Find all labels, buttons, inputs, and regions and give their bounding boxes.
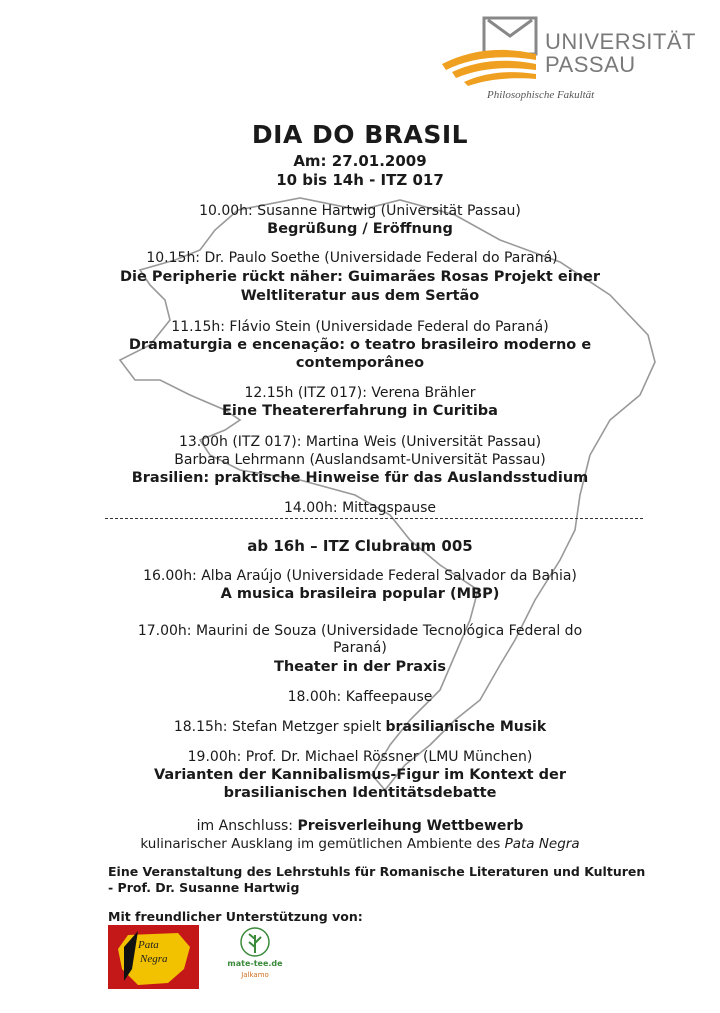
session-5-title: Brasilien: praktische Hinweise für das Auslandsstudium xyxy=(131,470,589,486)
event-time-place: 10 bis 14h - ITZ 017 xyxy=(276,171,444,189)
closing-award: Preisverleihung Wettbewerb xyxy=(297,818,524,834)
mate-tee-subtext: Jalkamo xyxy=(241,971,269,979)
organizer-line-2: - Prof. Dr. Susanne Hartwig xyxy=(108,880,300,895)
faculty-name: Philosophische Fakultät xyxy=(487,89,595,101)
session-3-title-line-2: contemporâneo xyxy=(295,355,425,371)
event-title: DIA DO BRASIL xyxy=(251,120,469,149)
organizer-line-1: Eine Veranstaltung des Lehrstuhls für Romanische Literaturen und Kulturen xyxy=(108,864,646,879)
session-1-speaker: 10.00h: Susanne Hartwig (Universität Passau) xyxy=(199,203,521,219)
session-4-title: Eine Theatererfahrung in Curitiba xyxy=(222,403,498,419)
coffee-break: 18.00h: Kaffeepause xyxy=(287,689,433,705)
university-line-1: UNIVERSITÄT xyxy=(545,29,696,54)
session-9-speaker: 19.00h: Prof. Dr. Michael Rössner (LMU München) xyxy=(187,749,533,765)
session-5-speaker-line-1: 13.00h (ITZ 017): Martina Weis (Universität Passau) xyxy=(178,434,542,450)
session-2-title-line-2: Weltliteratur aus dem Sertão xyxy=(240,288,480,304)
mate-tee-text: mate-tee.de xyxy=(227,959,283,968)
closing-prefix: im Anschluss: xyxy=(196,818,298,834)
pata-negra-text-2: Negra xyxy=(140,953,168,965)
university-line-2: PASSAU xyxy=(545,52,636,77)
leaf-icon xyxy=(225,925,285,959)
session-2-title-line-1: Die Peripherie rückt näher: Guimarães Rosas Projekt einer xyxy=(119,269,600,285)
pata-negra-logo xyxy=(108,925,199,989)
closing-line-1 xyxy=(0,818,720,834)
pata-negra-text-1: Pata xyxy=(138,939,159,951)
session-2-speaker: 10.15h: Dr. Paulo Soethe (Universidade Federal do Paraná) xyxy=(146,250,558,266)
event-date: Am: 27.01.2009 xyxy=(293,152,427,170)
session-8-speaker: 18.15h: Stefan Metzger spielt xyxy=(173,719,386,735)
session-4-speaker: 12.15h (ITZ 017): Verena Brähler xyxy=(244,385,476,401)
closing-dinner: kulinarischer Ausklang im gemütlichen Ambiente des xyxy=(140,836,505,852)
lunch-break: 14.00h: Mittagspause xyxy=(283,500,437,516)
closing-line-2 xyxy=(0,836,720,852)
session-5-speaker-line-2: Barbara Lehrmann (Auslandsamt-Universität Passau) xyxy=(174,452,546,468)
session-3-title-line-1: Dramaturgia e encenação: o teatro brasileiro moderno e xyxy=(128,337,592,353)
session-9-title-line-1: Varianten der Kannibalismus-Figur im Kontext der xyxy=(153,767,567,783)
session-3-speaker: 11.15h: Flávio Stein (Universidade Federal do Paraná) xyxy=(171,319,549,335)
session-6-speaker: 16.00h: Alba Araújo (Universidade Federal Salvador da Bahia) xyxy=(143,568,577,584)
session-7-speaker-line-2: Paraná) xyxy=(333,640,387,656)
university-name xyxy=(545,30,696,76)
mate-tee-logo xyxy=(225,925,285,987)
session-9-title-line-2: brasilianischen Identitätsdebatte xyxy=(223,785,497,801)
session-7-speaker-line-1: 17.00h: Maurini de Souza (Universidade Tecnológica Federal do xyxy=(137,623,583,639)
session-6-title: A musica brasileira popular (MBP) xyxy=(220,586,500,602)
support-label: Mit freundlicher Unterstützung von: xyxy=(108,909,363,924)
section-divider xyxy=(105,518,643,519)
session-1-title: Begrüßung / Eröffnung xyxy=(267,221,453,237)
session-8-title: brasilianische Musik xyxy=(385,719,547,735)
afternoon-header: ab 16h – ITZ Clubraum 005 xyxy=(247,537,473,555)
university-passau-logo-icon xyxy=(440,16,540,86)
session-7-title: Theater in der Praxis xyxy=(273,659,447,675)
closing-venue: Pata Negra xyxy=(504,836,580,852)
session-8 xyxy=(0,719,720,735)
